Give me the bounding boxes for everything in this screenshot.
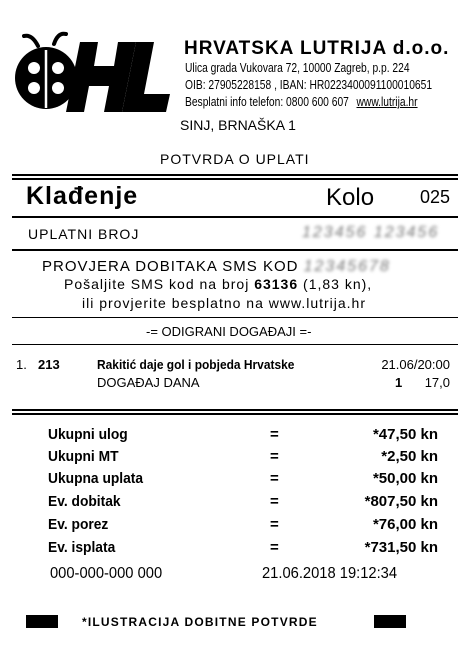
- sales-location: SINJ, BRNAŠKA 1: [180, 117, 296, 133]
- divider: [12, 317, 458, 318]
- sms-number: 63136: [254, 276, 299, 292]
- total-label: Ev. isplata: [48, 539, 116, 556]
- divider: [12, 178, 458, 180]
- total-label: Ukupna uplata: [48, 470, 144, 487]
- divider: [12, 216, 458, 218]
- total-value: *2,50 kn: [381, 448, 438, 465]
- payment-number-label: UPLATNI BROJ: [28, 226, 140, 242]
- event-code: 213: [38, 357, 60, 372]
- event-index: 1.: [16, 357, 27, 372]
- sms-send-line: [64, 276, 372, 292]
- total-value: *47,50 kn: [372, 426, 438, 443]
- company-phone: [185, 94, 418, 109]
- total-label: Ev. dobitak: [48, 493, 121, 510]
- total-equals: =: [270, 426, 279, 443]
- black-bar-right: [374, 615, 406, 628]
- event-odds: 17,0: [424, 375, 450, 390]
- sms-web-line: ili provjerite besplatno na www.lutrija.hr: [82, 295, 366, 311]
- total-equals: =: [270, 539, 279, 556]
- total-value: *807,50 kn: [364, 493, 438, 510]
- payment-number-value: 123456 123456: [302, 224, 440, 241]
- total-equals: =: [270, 470, 279, 487]
- event-datetime: 21.06/20:00: [381, 357, 450, 372]
- divider: [12, 344, 458, 345]
- event-pick: 1: [395, 375, 403, 390]
- divider: [12, 249, 458, 251]
- sms-price: (1,83 kn),: [303, 276, 373, 292]
- round-label: Kolo: [326, 184, 375, 211]
- total-equals: =: [270, 448, 279, 465]
- company-name: HRVATSKA LUTRIJA d.o.o.: [184, 38, 450, 59]
- sms-code: 12345678: [303, 258, 391, 275]
- total-value: *731,50 kn: [364, 539, 438, 556]
- website-link[interactable]: www.lutrija.hr: [356, 94, 418, 109]
- total-label: Ukupni ulog: [48, 426, 128, 443]
- ladybug-logo-icon: [14, 28, 170, 114]
- total-value: *76,00 kn: [372, 516, 438, 533]
- company-address: Ulica grada Vukovara 72, 10000 Zagreb, p.p. 224: [185, 60, 410, 75]
- receipt-title: POTVRDA O UPLATI: [160, 151, 310, 167]
- divider: [12, 174, 458, 176]
- total-label: Ukupni MT: [48, 448, 119, 465]
- total-equals: =: [270, 516, 279, 533]
- ticket-timestamp: 21.06.2018 19:12:34: [262, 565, 398, 582]
- divider: [12, 409, 458, 411]
- black-bar-left: [26, 615, 58, 628]
- illustration-note: *ILUSTRACIJA DOBITNE POTVRDE: [82, 615, 318, 629]
- total-label: Ev. porez: [48, 516, 109, 533]
- ticket-id: 000-000-000 000: [50, 565, 163, 582]
- event-market: DOGAĐAJ DANA: [97, 375, 200, 390]
- round-number: 025: [420, 187, 451, 207]
- sms-send-label: Pošaljite SMS kod na broj: [64, 276, 250, 292]
- divider: [12, 413, 458, 415]
- sms-check-label: PROVJERA DOBITAKA SMS KOD: [42, 258, 299, 275]
- info-phone: Besplatni info telefon: 0800 600 607: [185, 94, 349, 109]
- game-name: Klađenje: [26, 182, 139, 210]
- sms-check-line: [42, 258, 391, 276]
- event-name: Rakitić daje gol i pobjeda Hrvatske: [97, 357, 295, 372]
- lutrija-logo: [14, 28, 170, 114]
- events-header: -= ODIGRANI DOGAĐAJI =-: [146, 324, 312, 339]
- company-oib-iban: OIB: 27905228158 , IBAN: HR0223400091100010651: [185, 77, 433, 92]
- total-equals: =: [270, 493, 279, 510]
- total-value: *50,00 kn: [372, 470, 438, 487]
